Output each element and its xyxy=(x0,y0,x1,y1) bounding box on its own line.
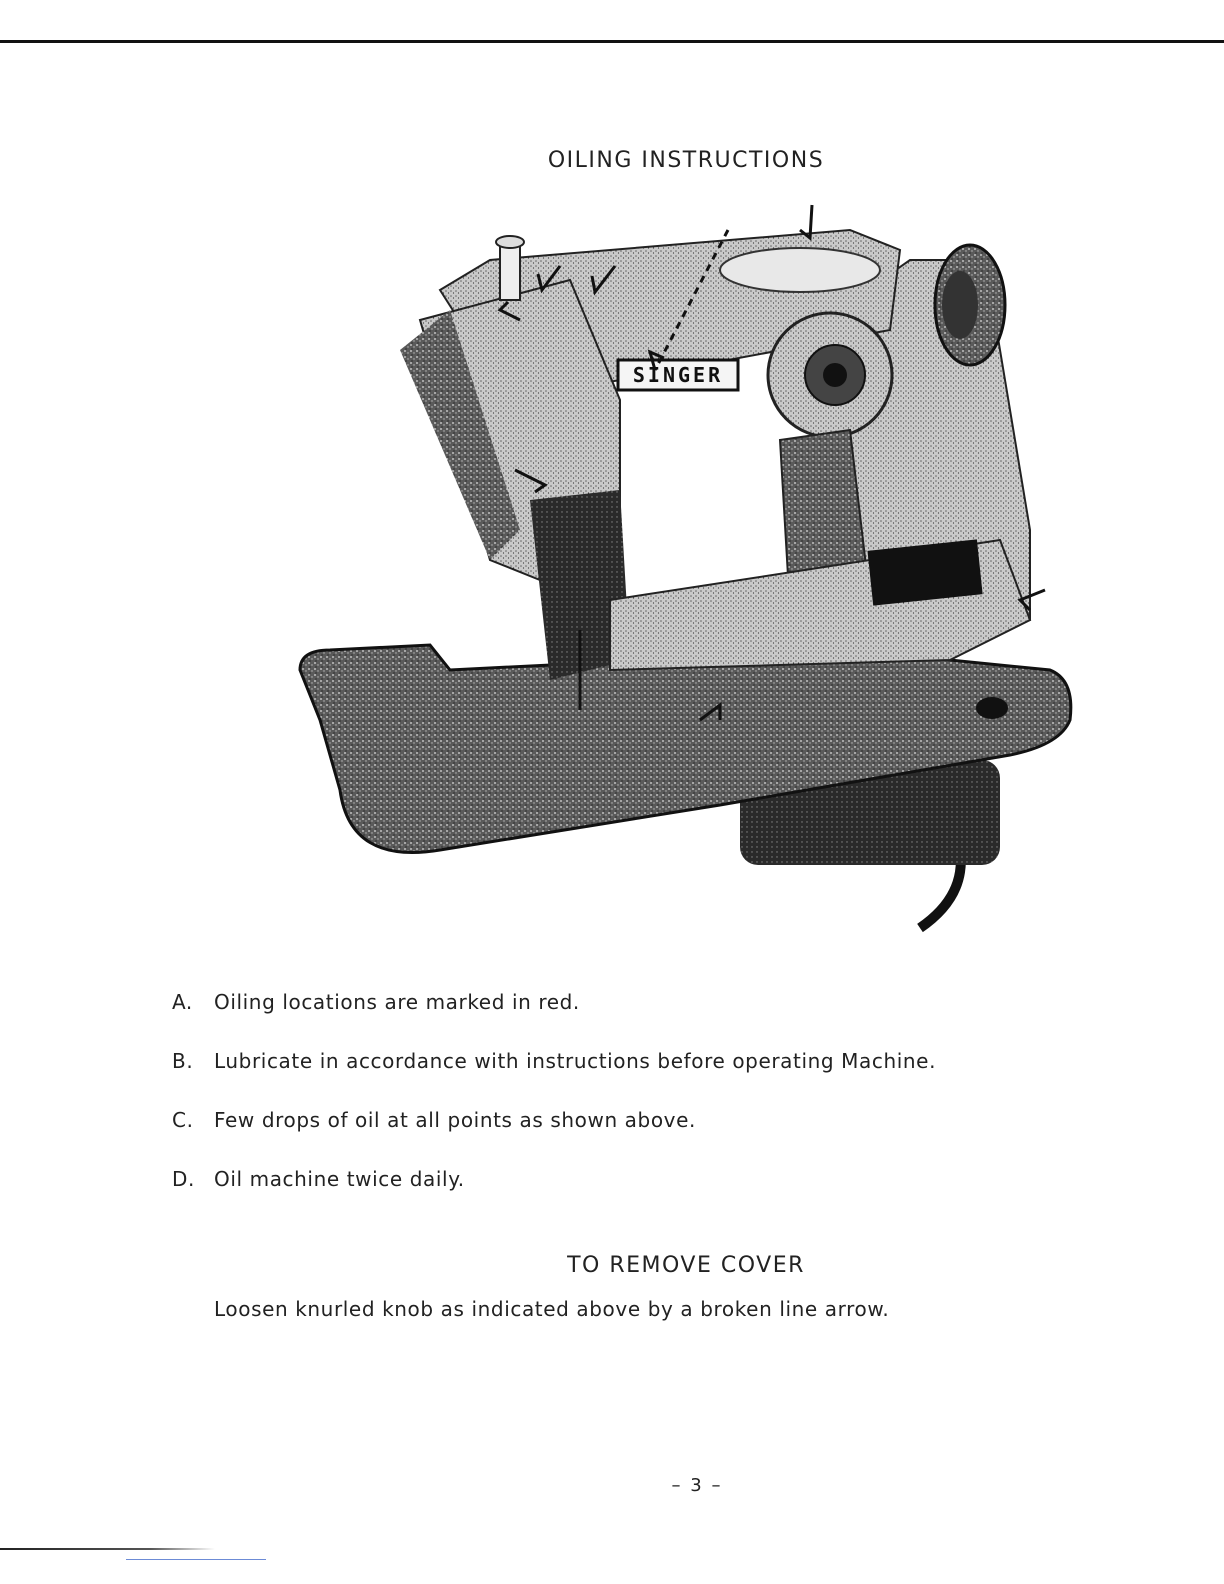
instruction-letter: A. xyxy=(172,990,193,1014)
instruction-letter: B. xyxy=(172,1049,194,1073)
instruction-item xyxy=(172,1167,1072,1226)
instruction-letter: D. xyxy=(172,1167,195,1191)
slide-plate xyxy=(867,539,982,605)
instruction-list xyxy=(172,990,1072,1226)
instruction-item xyxy=(172,990,1072,1049)
top-rule xyxy=(0,40,1224,43)
top-cover-plate xyxy=(720,248,880,292)
base-plate-hole xyxy=(976,697,1008,719)
brand-label: SINGER xyxy=(632,363,724,387)
instruction-letter: C. xyxy=(172,1108,194,1132)
section-text: Loosen knurled knob as indicated above by a broken line arrow. xyxy=(214,1297,890,1321)
instruction-text: Few drops of oil at all points as shown above. xyxy=(214,1108,696,1132)
instruction-text: Oil machine twice daily. xyxy=(214,1167,465,1191)
sewing-machine-figure xyxy=(290,200,1110,935)
section-title: TO REMOVE COVER xyxy=(567,1253,805,1278)
page-number: – 3 – xyxy=(671,1475,723,1496)
scan-artifact xyxy=(126,1559,266,1560)
scan-artifact xyxy=(0,1548,215,1550)
instruction-text: Lubricate in accordance with instructions before operating Machine. xyxy=(214,1049,937,1073)
instruction-item xyxy=(172,1108,1072,1167)
page-title: OILING INSTRUCTIONS xyxy=(547,148,825,173)
instruction-item xyxy=(172,1049,1072,1108)
instruction-text: Oiling locations are marked in red. xyxy=(214,990,580,1014)
